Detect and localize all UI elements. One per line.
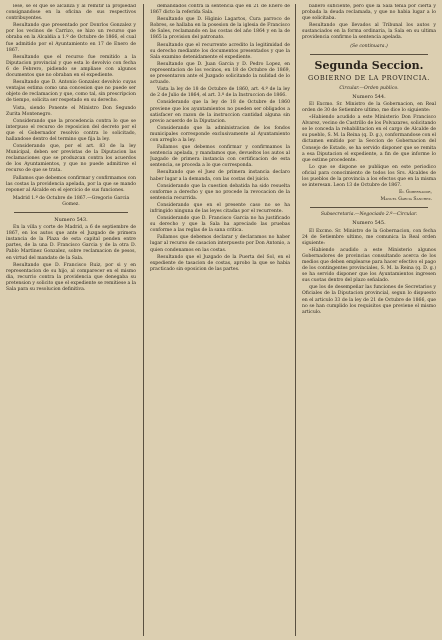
paragraph: Fallamos que debemos confirmar y confirmamos la sentencia apelada, y mandamos que, devueltos los autos al Juzgado de primera instancia con certificacion de esta sentencia, se proceda a lo que corresponda. [150,145,290,169]
continuation-note: (Se continuara.) [350,43,388,49]
closing-line: Madrid 1.º de Octubre de 1867.—Gregorio Garcia Gomez. [12,195,130,207]
paragraph: que los de desempeñar las funciones de Secretarios y Oficiales de la Diputacion provincial, segun lo dispuesto en el articulo 33 de la ley de 21 de Octubre de 1866, que no se han cumplido los requisitos que previene el mismo articulo. [302,285,436,315]
paragraph: Considerando que D. Francisco Garcia no ha justificado su derecho y que la Sala ha apreciado las pruebas conforme a las reglas de la sana critica. [150,216,290,234]
section-title: Segunda Seccion. [314,58,424,72]
paragraph: Fallamos que debemos confirmar y confirmamos con las costas la providencia apelada, por la que se mando reponer al Alcalde en el ejercicio de sus funciones. [6,175,136,193]
column-divider [143,4,144,636]
circular-heading: Subsecretaria.—Negociado 2.º—Circular. [320,212,418,218]
paragraph: El Excmo. Sr. Ministro de la Gobernacion, con fecha 24 de Setiembre ultimo, me comunica la Real orden siguiente: [302,228,436,246]
paragraph: Resultando que D. Juan Garcia y D. Pedro Lopez, en representacion de los vecinos, en 18 de Octubre de 1869, se presentaron ante el Juzgado solicitando la nulidad de lo actuado. [150,61,290,86]
paragraph: Fallamos que debemos declarar y declaramos no haber lugar al recurso de casacion interpuesto por Don Antonio, a quien condenamos en las costas. [150,235,290,253]
paragraph: Resultando que el recurrente acredito la legitimidad de su derecho mediante los documentos presentados y que la Sala examino detenidamente el expediente. [150,42,290,60]
paragraph: Resultando que el recurso fue remitido a la Diputacion provincial y que esta lo devolvio con fecha 6 de Febrero, pidiendo se ampliase con algunos documentos que no obraban en el expediente. [6,54,136,79]
paragraph: Resultando que D. Antonio Gonzalez devolvio cuyas ventajas estima como una concesion que no puede ser objeto de reclamacion y que, como tal, sin prescripcion de tiempo, solicita ser respetado en su derecho. [6,80,136,104]
circular-heading: Circular.—Orden publico. [339,85,399,91]
paragraph: Considerando que en el presente caso no se ha infringido ninguna de las leyes citadas por el recurrente. [150,202,290,214]
paragraph: Considerando que la cuestion debatida ha sido resuelta conforme a derecho y que no procede la revocacion de la sentencia recurrida. [150,183,290,201]
column-2 [150,4,290,636]
column-divider [295,4,296,636]
paragraph: En la villa y corte de Madrid, a 6 de septiembre de 1867, en los autos que ante el Juzgado de primera instancia de la Plaza de esta capital penden entre partes, de la una D. Francisco Garcia y de la otra D. Pablo Martinez Gonzalez, sobre reclamacion de pesos, en virtud del mandato de la Sala. [6,225,136,261]
paragraph: Resultando que llevados al Tribunal los autos y sustanciados en la forma ordinaria, la Sala en su ultima providencia confirmo la sentencia apelada. [302,23,436,41]
paragraph: Resultando que D. Higinio Lagartos, Cura parroco de Robres, se hallaba en la posesion de la iglesia de Francisco de Sales, reclamando en las costas del año 1864 y en la de 1865 la provision del patronato. [150,17,290,41]
paragraph: ballero suficiente, pero que la Sala tenia por cierta y probada la deuda reclamada, y que no habia lugar a lo que solicitaba. [302,4,436,22]
divider [310,207,428,208]
article-number: Numero 543. [54,217,88,223]
paragraph: Considerando que la procedencia contra lo que se interpuso el recurso de reposicion del decreto por el que el Gobernador resolvio contra lo solicitado, hallandose dentro del termino que fija la ley. [6,118,136,142]
paragraph: Resultando que el Juzgado de la Puerta del Sol, en el expediente de tasacion de costas, aprobo la que se habia practicado sin oposicion de las partes. [150,254,290,272]
paragraph: El Excmo. Sr. Ministro de la Gobernacion, en Real orden de 30 de Setiembre ultimo, me dice lo siguiente: [302,101,436,113]
paragraph: Considerando que la ley de 18 de Octubre de 1860 previene que los ayuntamientos no pueden ser obligados a satisfacer en razon de la instruccion cantidad alguna sin previo acuerdo de la Diputacion. [150,100,290,124]
column-1 [6,4,136,636]
paragraph: Resultando que D. Francisco Ruiz, por si y en representacion de su hijo, al comparecer en el mismo dia, recurrio contra la providencia que denegaba su pretension y solicito que el expediente se remitiese a la Sala para su resolucion definitiva. [6,262,136,293]
paragraph: «Habiendo acudido a este Ministerio Don Francisco Alvarez, vecino de Castrillo de los Polvazares, solicitando se le conceda la rehabilitacion en el cargo de Alcalde de su pueblo, S. M. la Reina (q. D. g.), conformandose con el dictamen emitido por la Seccion de Gobernacion del Consejo de Estado, se ha servido disponer que se remita a esa Diputacion el expediente, a fin de que informe lo que estime procedente. [302,115,436,163]
signature-name: Manuel Garcia Sanchez. [380,197,432,203]
column-3 [302,4,436,636]
signature-role: El Gobernador, [399,190,432,196]
paragraph: demandados contra la sentencia que en 21 de Enero de 1867 dicto la referida Sala. [150,4,290,16]
paragraph: Considerando que la administracion de los fondos municipales corresponde exclusivamente al Ayuntamiento con arreglo a la ley. [150,125,290,143]
paragraph: Vista la ley de 18 de Octubre de 1860, art. 4.º de la ley de 2 de Julio de 1864, el art. 3.º de la Instruccion de 1866. [150,87,290,99]
paragraph: Vista, siendo Ponente el Ministro Don Segundo Zurita Montenegro. [6,105,136,117]
paragraph: «Habiendo acudido a este Ministerio algunos Gobernadores de provincias consultando acerca de los medios que deben emplearse para hacer efectivo el pago de los contingentes provinciales, S. M. la Reina (q. D. g.) se ha servido disponer que los Ayuntamientos ingresen sus cuotas dentro del plazo señalado. [302,247,436,284]
divider [14,212,128,213]
paragraph: lese, se el que se alcanza y al remitir la propiedad consignandose en la oficina de sus respectivos contribuyentes. [6,4,136,22]
paragraph: Resultando que presentado por Donrlos Gonzalez y por los vecinos de Carrizo, se hizo un recurso que obraba en la Alcaldia a 1.º de Octubre de 1866, el cual fue admitido por el Ayuntamiento en 17 de Enero de 1867. [6,23,136,53]
paragraph: Resultando que el Juez de primera instancia declaro haber lugar a la demanda, con las costas del juicio. [150,170,290,182]
article-number: Numero 544. [352,93,386,100]
section-subtitle: GOBIERNO DE LA PROVINCIA. [308,73,430,82]
article-number: Numero 545. [352,220,386,227]
divider [310,54,428,55]
paragraph: Considerando que, por el art. 83 de la ley Municipal, deben ser previstas de la Diputacion las reclamaciones que se produzcan contra los acuerdos de los Ayuntamientos, y que no puede admitirse el recurso de que se trata. [6,144,136,174]
paragraph: Lo que se dispone se publique en este periodico oficial para conocimiento de todos los Srs. Alcaldes de los pueblos de la provincia a los efectos que en la misma se interesan. Leon 13 de Octubre de 1867. [302,164,436,189]
